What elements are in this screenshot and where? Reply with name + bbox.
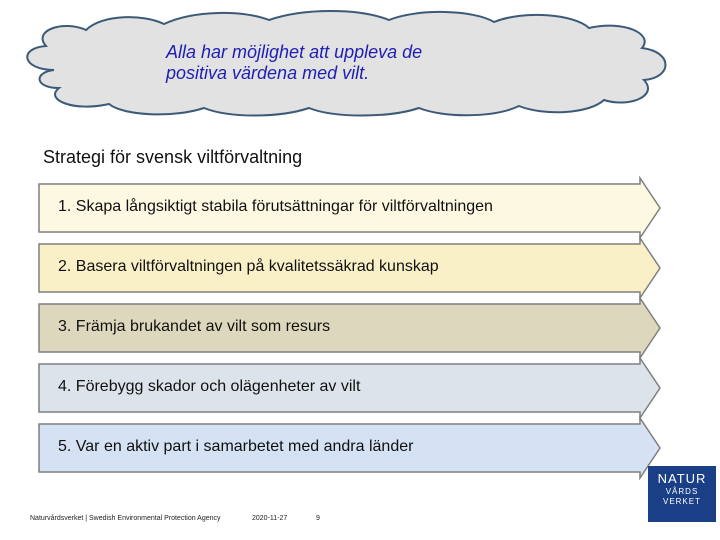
strategy-step-5 — [38, 416, 662, 480]
cloud-line-1: Alla har möjlighet att uppleva de — [166, 42, 423, 62]
logo-line-1: NATUR — [657, 471, 707, 486]
strategy-step-label: 2. Basera viltförvaltningen på kvalitetssäkrad kunskap — [58, 258, 439, 275]
cloud-line-2: positiva värdena med vilt. — [166, 63, 370, 83]
strategy-step-4 — [38, 356, 662, 420]
footer-page-number: 9 — [316, 515, 320, 522]
strategy-step-label: 4. Förebygg skador och olägenheter av vilt — [58, 378, 361, 395]
logo-line-3: VERKET — [662, 497, 701, 506]
strategy-title: Strategi för svensk viltförvaltning — [43, 147, 303, 167]
logo-line-2: VÅRDS — [665, 487, 699, 496]
cloud-text — [166, 42, 586, 84]
strategy-step-label: 1. Skapa långsiktigt stabila förutsättningar för viltförvaltningen — [58, 198, 493, 215]
strategy-step-label: 5. Var en aktiv part i samarbetet med andra länder — [58, 438, 414, 455]
strategy-step-label: 3. Främja brukandet av vilt som resurs — [58, 318, 331, 335]
strategy-step-1 — [38, 176, 662, 240]
footer-organization: Naturvårdsverket | Swedish Environmental Protection Agency — [30, 515, 221, 522]
footer-date: 2020-11-27 — [252, 515, 288, 522]
cloud-callout — [14, 8, 676, 118]
strategy-step-2 — [38, 236, 662, 300]
naturvardsverket-logo — [648, 466, 716, 522]
strategy-step-3 — [38, 296, 662, 360]
